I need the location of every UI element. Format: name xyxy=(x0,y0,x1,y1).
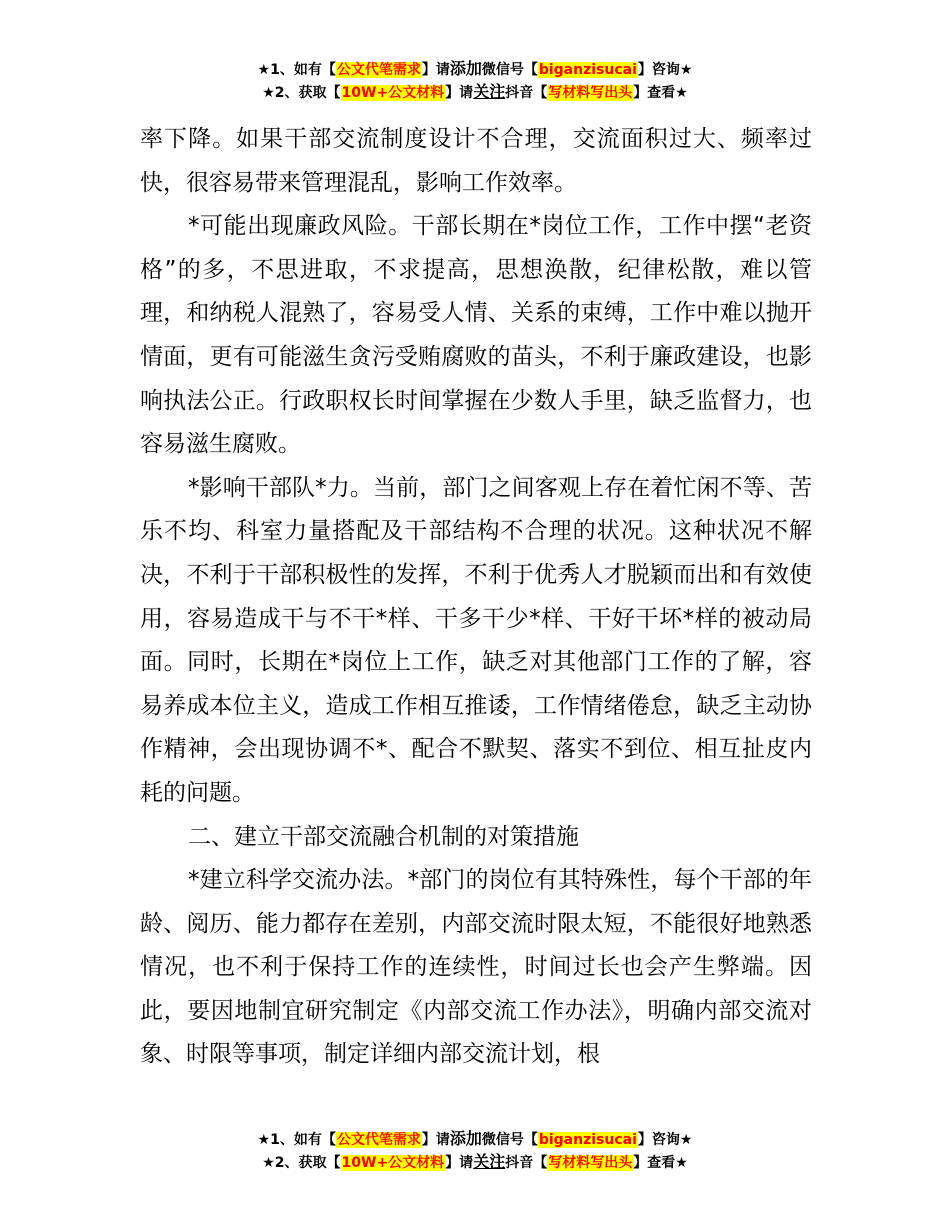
banner-line-1: ★1、如有【公文代笔需求】请添加微信号【biganzisucai】咨询★ xyxy=(257,1129,693,1148)
banner-line-2: ★2、获取【10W+公文材料】请关注抖音【写材料写出头】查看★ xyxy=(262,1152,688,1171)
highlight-materials: 10W+公文材料 xyxy=(341,85,445,101)
header-banner xyxy=(0,58,950,104)
banner-line-1: ★1、如有【公文代笔需求】请添加微信号【biganzisucai】咨询★ xyxy=(257,59,693,78)
highlight-douyin: 写材料写出头 xyxy=(548,85,633,101)
paragraph: *影响干部队*力。当前，部门之间客观上存在着忙闲不等、苦乐不均、科室力量搭配及干部结构不合理的状况。这种状况不解决，不利于干部积极性的发挥，不利于优秀人才脱颖而出和有效使用，容易造成干与不干*样、干多干少*样、干好干坏*样的被动局面。同时，长期在*岗位上工作，缺乏对其他部门工作的了解，容易养成本位主义，造成工作相互推诿，工作情绪倦怠，缺乏主动协作精神，会出现协调不*、配合不默契、落实不到位、相互扯皮内耗的问题。 xyxy=(140,474,812,806)
paragraph: *可能出现廉政风险。干部长期在*岗位工作，工作中摆“老资格”的多，不思进取，不求提高，思想涣散，纪律松散，难以管理，和纳税人混熟了，容易受人情、关系的束缚，工作中难以抛开情面，更有可能滋生贪污受贿腐败的苗头，不利于廉政建设，也影响执法公正。行政职权长时间掌握在少数人手里，缺乏监督力，也容易滋生腐败。 xyxy=(140,213,812,458)
highlight-wechat-id: biganzisucai xyxy=(538,62,637,78)
paragraph: 率下降。如果干部交流制度设计不合理，交流面积过大、频率过快，很容易带来管理混乱，影响工作效率。 xyxy=(140,126,812,196)
highlight-wechat-id: biganzisucai xyxy=(538,1132,637,1148)
highlight-materials: 10W+公文材料 xyxy=(341,1155,445,1171)
highlight-service: 公文代笔需求 xyxy=(336,1132,421,1148)
document-body xyxy=(140,118,812,1077)
highlight-douyin: 写材料写出头 xyxy=(548,1155,633,1171)
paragraph: *建立科学交流办法。*部门的岗位有其特殊性，每个干部的年龄、阅历、能力都存在差别，内部交流时限太短，不能很好地熟悉情况，也不利于保持工作的连续性，时间过长也会产生弊端。因此，要因地制宜研究制定《内部交流工作办法》，明确内部交流对象、时限等事项，制定详细内部交流计划，根 xyxy=(140,867,812,1068)
highlight-service: 公文代笔需求 xyxy=(336,62,421,78)
banner-line-2: ★2、获取【10W+公文材料】请关注抖音【写材料写出头】查看★ xyxy=(262,82,688,101)
footer-banner xyxy=(0,1128,950,1174)
section-heading: 二、建立干部交流融合机制的对策措施 xyxy=(188,823,579,850)
